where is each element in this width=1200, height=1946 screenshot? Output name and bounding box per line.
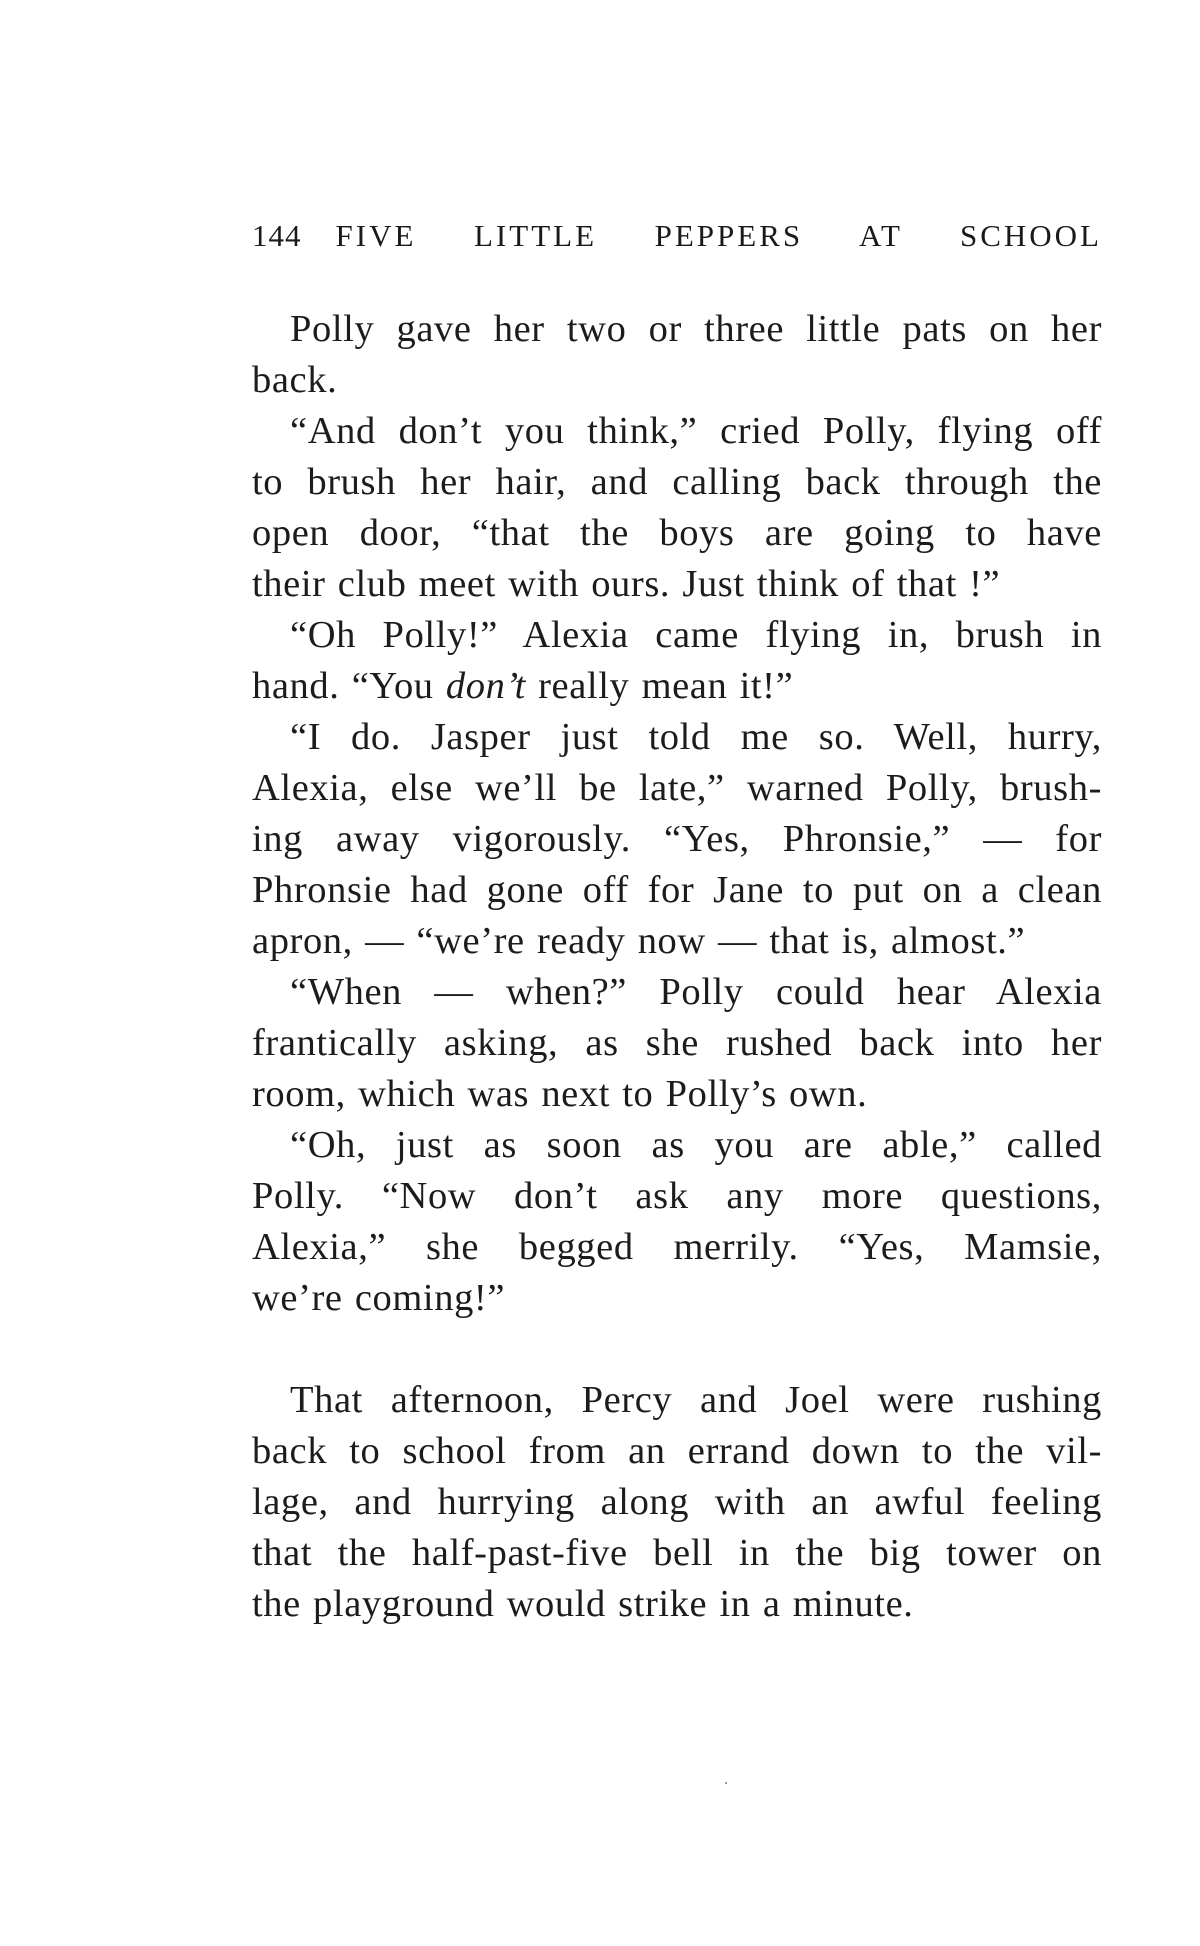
text-line: open door, “that the boys are going to have bbox=[252, 512, 1102, 554]
text-section-two bbox=[252, 1375, 1102, 1630]
book-title: FIVE LITTLE PEPPERS AT SCHOOL bbox=[335, 218, 1102, 253]
text-line: back. bbox=[252, 359, 338, 401]
text-line: to brush her hair, and calling back through the bbox=[252, 461, 1102, 503]
text-line: back to school from an errand down to the vil- bbox=[252, 1430, 1102, 1472]
text-line: ing away vigorously. “Yes, Phronsie,” — for bbox=[252, 818, 1102, 860]
text-line: “I do. Jasper just told me so. Well, hurry, bbox=[290, 716, 1102, 758]
text-line: Alexia,” she begged merrily. “Yes, Mamsie, bbox=[252, 1226, 1102, 1268]
text-line: That afternoon, Percy and Joel were rushing bbox=[290, 1379, 1102, 1421]
text-segment: hand. bbox=[252, 665, 340, 707]
text-line: room, which was next to Polly’s own. bbox=[252, 1073, 868, 1115]
text-line: we’re coming!” bbox=[252, 1277, 506, 1319]
page-number: 144 bbox=[252, 218, 302, 253]
text-line: “And don’t you think,” cried Polly, flying off bbox=[290, 410, 1102, 452]
text-line: their club meet with ours. Just think of that !” bbox=[252, 563, 1001, 605]
text-line: Polly gave her two or three little pats on her bbox=[290, 308, 1102, 350]
text-line: Phronsie had gone off for Jane to put on a clean bbox=[252, 869, 1102, 911]
scan-speck bbox=[725, 1782, 727, 1784]
text-segment: “You bbox=[351, 665, 446, 707]
text-section-one bbox=[252, 304, 1102, 1324]
text-line: that the half-past-five bell in the big tower on bbox=[252, 1532, 1102, 1574]
text-segment: really mean it!” bbox=[525, 665, 794, 707]
text-line: frantically asking, as she rushed back into her bbox=[252, 1022, 1102, 1064]
running-head bbox=[252, 218, 1102, 270]
text-line: “Oh Polly!” Alexia came flying in, brush in bbox=[290, 614, 1102, 656]
text-line: “Oh, just as soon as you are able,” called bbox=[290, 1124, 1102, 1166]
text-line bbox=[252, 661, 1102, 712]
text-line: the playground would strike in a minute. bbox=[252, 1583, 914, 1625]
text-line: Alexia, else we’ll be late,” warned Polly, brush- bbox=[252, 767, 1102, 809]
text-line: “When — when?” Polly could hear Alexia bbox=[290, 971, 1102, 1013]
text-line: lage, and hurrying along with an awful feeling bbox=[252, 1481, 1102, 1523]
text-line: Polly. “Now don’t ask any more questions, bbox=[252, 1175, 1102, 1217]
emphasized-word: don’t bbox=[445, 665, 526, 707]
body-text bbox=[252, 304, 1102, 1630]
text-line: apron, — “we’re ready now — that is, almost.” bbox=[252, 920, 1026, 962]
